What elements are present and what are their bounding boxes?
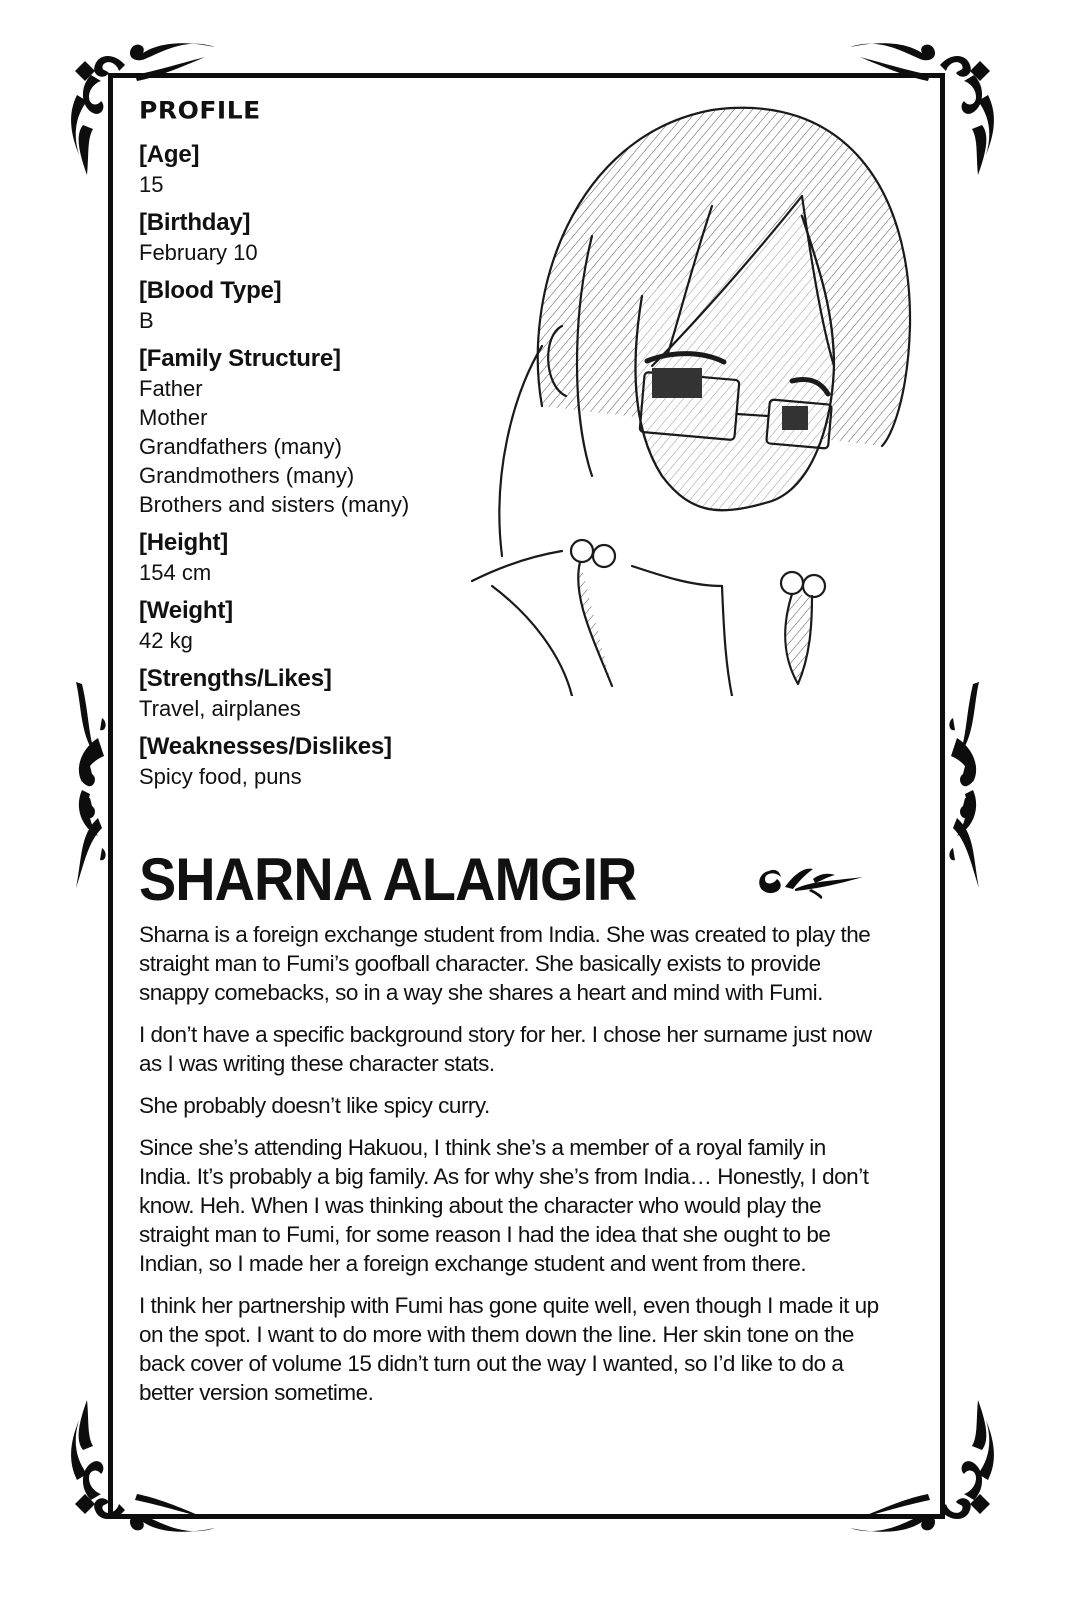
field-value: Father <box>139 376 203 401</box>
name-flourish-ornament-icon <box>755 863 865 899</box>
side-ornament-left-icon <box>68 678 108 893</box>
profile-field-birthday <box>139 208 469 267</box>
field-value: Brothers and sisters (many) <box>139 492 410 517</box>
bio-paragraph: I think her partnership with Fumi has gone quite well, even though I made it up on the spot. I want to do more with them down the line. Her skin tone on the back cover of volume 15 didn’t turn out the way I wanted, so I’d like to do a better version sometime. <box>139 1293 879 1405</box>
field-value: Grandfathers (many) <box>139 434 342 459</box>
field-label: [Weaknesses/Dislikes] <box>139 733 392 760</box>
profile-title: PROFILE <box>139 96 261 125</box>
field-value: 42 kg <box>139 628 193 653</box>
field-label: [Strengths/Likes] <box>139 665 332 692</box>
field-value: Spicy food, puns <box>139 764 302 789</box>
field-value: Mother <box>139 405 208 430</box>
field-value: 15 <box>139 172 164 197</box>
field-value: Travel, airplanes <box>139 696 301 721</box>
character-name-heading: SHARNA ALAMGIR <box>139 846 637 913</box>
field-label: [Blood Type] <box>139 277 282 304</box>
bio-paragraph: Sharna is a foreign exchange student from India. She was created to play the straight man to Fumi’s goofball character. She basically exists to provide snappy comebacks, so in a way she shares a heart and mind with Fumi. <box>139 922 871 1005</box>
bio-paragraph: She probably doesn’t like spicy curry. <box>139 1093 490 1118</box>
profile-field-family-structure <box>139 344 469 519</box>
character-bio <box>139 920 879 1420</box>
field-label: [Family Structure] <box>139 345 341 372</box>
field-label: [Birthday] <box>139 209 251 236</box>
field-label: [Weight] <box>139 597 233 624</box>
field-label: [Age] <box>139 141 200 168</box>
bio-paragraph: I don’t have a specific background story for her. I chose her surname just now as I was writing these character stats. <box>139 1022 872 1076</box>
profile-field-age <box>139 140 469 199</box>
field-value: B <box>139 308 154 333</box>
bio-paragraph: Since she’s attending Hakuou, I think she’s a member of a royal family in India. It’s probably a big family. As for why she’s from India… Honestly, I don’t know. Heh. When I was thinking about the character who would play the straight man to Fumi, for some reason I had the idea that she ought to be Indian, so I made her a foreign exchange student and went from there. <box>139 1135 869 1276</box>
profile-field-blood-type <box>139 276 469 335</box>
profile-section <box>139 96 469 800</box>
profile-field-height <box>139 528 469 587</box>
profile-field-weaknesses-dislikes <box>139 732 469 791</box>
field-value: Grandmothers (many) <box>139 463 355 488</box>
profile-field-weight <box>139 596 469 655</box>
field-label: [Height] <box>139 529 229 556</box>
profile-field-strengths-likes <box>139 664 469 723</box>
field-value: 154 cm <box>139 560 212 585</box>
character-portrait-icon <box>462 96 922 696</box>
side-ornament-right-icon <box>947 678 987 893</box>
field-value: February 10 <box>139 240 258 265</box>
